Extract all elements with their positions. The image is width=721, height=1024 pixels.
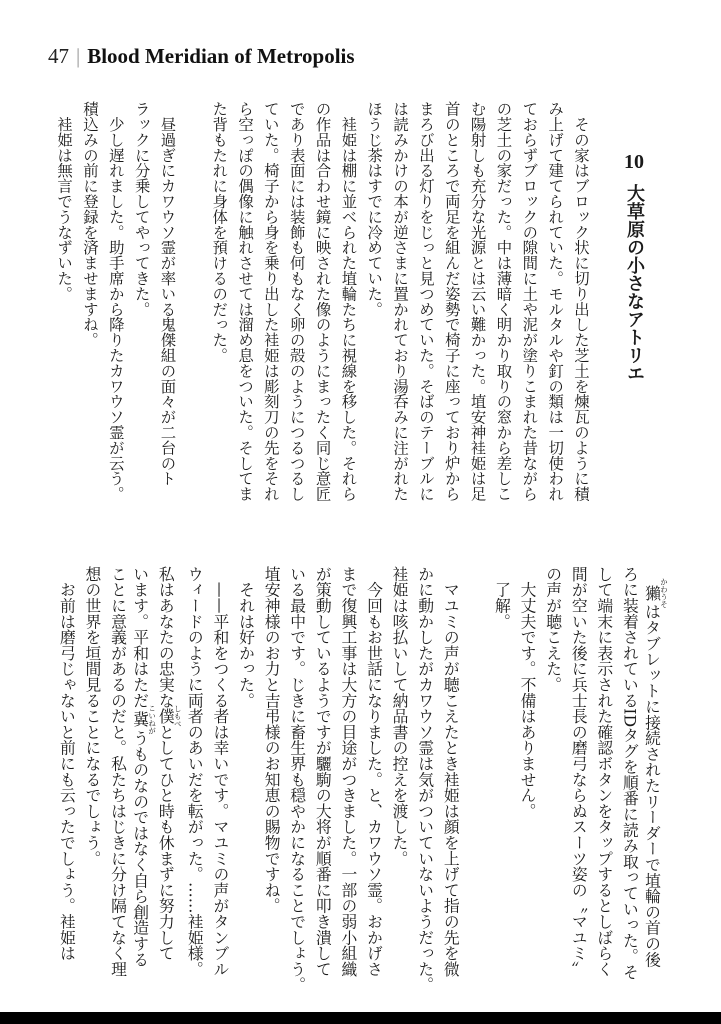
text-line-segment: み上げて建てられていた。モルタルや釘の類は一切使われ: [546, 101, 565, 502]
text-line-segment: マユミの声が聴こえたとき袿姫は顔を上げて指の先を微: [441, 566, 461, 977]
text-column: [182, 566, 208, 993]
text-line-segment: お前は磨弓じゃないと前にも云ったでしょう。袿姫は: [57, 566, 77, 961]
text-column: [360, 101, 386, 501]
text-line-segment: の声が聴こえた。: [543, 566, 563, 693]
chapter-heading: [620, 152, 648, 382]
text-column: [284, 566, 310, 993]
text-line-segment: 今回もお世話になりました。と、カワウソ霊。おかげさ: [364, 566, 384, 977]
ruby-base: 獺: [642, 577, 662, 608]
text-line-segment: であり表面には装飾も何もなく卵の殻のようにつるつるし: [287, 101, 306, 502]
text-line-segment: ラックに分乗してやってきた。: [132, 101, 151, 317]
text-column: [231, 101, 257, 501]
upper-text-block: [50, 101, 593, 501]
text-column: [642, 566, 668, 993]
text-line-segment: いる最中です。じきに畜生界も穏やかになることでしょう。: [287, 566, 307, 993]
text-column: [566, 566, 592, 993]
text-line-segment: ろに装着されているIDタグを順番に読み取っていった。そ: [620, 566, 640, 980]
text-line-segment: ウィードのように両者のあいだを転がった。……袿姫様。: [185, 566, 205, 977]
text-line-segment: 昼過ぎにカワウソ霊が率いる鬼傑組の面々が二台のト: [158, 101, 177, 486]
text-column: [79, 566, 105, 993]
text-line-segment: まろび出る灯りをじっと見つめていた。そばのテーブルに: [416, 101, 435, 502]
text-line-segment: います。平和はただ: [130, 566, 150, 709]
page-number: 47: [48, 44, 69, 68]
ruby-reading: こいねが: [147, 704, 157, 735]
text-line-segment: は読みかけの本が逆さまに置かれており湯呑みに注がれた: [391, 101, 410, 502]
chapter-title: 大草原の小さなアトリエ: [624, 184, 645, 382]
text-line-segment: 埴安神様のお力と吉弔様のお知恵の賜物ですね。: [262, 566, 282, 914]
text-column: [156, 566, 182, 993]
text-column: [438, 566, 464, 993]
text-column: [515, 101, 541, 501]
text-column: [335, 566, 361, 993]
text-line-segment: かに動かしたがカワウソ霊は気がついていないようだった。: [415, 566, 435, 993]
text-column: [361, 566, 387, 993]
text-line-segment: 袿姫は咳払いして納品書の控えを渡した。: [390, 566, 410, 867]
text-column: [567, 101, 593, 501]
text-column: [335, 101, 361, 501]
text-line-segment: としてひと時も休まずに努力して: [156, 724, 176, 962]
ruby-annotated-word: [130, 704, 157, 735]
text-column: [154, 101, 180, 501]
ruby-reading: しもべ: [173, 704, 183, 728]
text-column: [541, 101, 567, 501]
text-column: [309, 101, 335, 501]
header-separator: |: [76, 44, 81, 68]
text-line-segment: それは好かった。: [236, 566, 256, 709]
text-column: [128, 101, 154, 501]
text-line-segment: の芝土の家だった。中は薄暗く明かり取りの窓から差しこ: [494, 101, 513, 502]
text-line-segment: ら空っぽの偶像に触れさせては溜め息をついた。そしてま: [236, 101, 255, 502]
text-line-segment: 間が空いた後に兵士長の磨弓ならぬスーツ姿の〝マユミ〟: [569, 566, 589, 977]
text-line-segment: 首のところで両足を組んだ姿勢で椅子に座っており炉から: [442, 101, 461, 502]
text-line-segment: うものなのではなく自ら創造する: [130, 730, 150, 968]
text-line-segment: む陽射しも充分な光源とは云い難かった。埴安神袿姫は足: [468, 101, 487, 502]
text-line-segment: その家はブロック状に切り出した芝土を煉瓦のように積: [572, 101, 590, 502]
text-line-segment: して端末に表示された確認ボタンをタップするとしばらく: [594, 566, 614, 977]
text-column: [205, 101, 231, 501]
text-column: [540, 566, 566, 993]
text-column: [76, 101, 102, 501]
text-column: [386, 566, 412, 993]
blank-column: [180, 101, 206, 501]
ruby-reading: かわうそ: [659, 577, 669, 608]
text-column: [412, 101, 438, 501]
text-line-segment: ておらずブロックの隙間に土や泥が塗りこまれた昔ながら: [520, 101, 539, 502]
text-column: [591, 566, 617, 993]
text-line-segment: ほうじ茶はすでに冷めていた。: [365, 101, 384, 317]
book-title: Blood Meridian of Metropolis: [87, 44, 355, 68]
text-column: [489, 566, 515, 993]
text-line-segment: 少し遅れました。助手席から降りたカワウソ霊が云う。: [106, 101, 125, 502]
text-line-segment: 私はあなたの忠実な: [156, 566, 176, 709]
text-column: [310, 566, 336, 993]
text-column: [490, 101, 516, 501]
text-column: [54, 566, 80, 993]
text-column: [207, 566, 233, 993]
bottom-bar: [0, 1012, 721, 1024]
text-line-segment: まで復興工事は大方の目途がつきました。一部の弱小組織: [338, 566, 358, 977]
text-column: [257, 101, 283, 501]
text-line-segment: 袿姫は棚に並べられた埴輪たちに視線を移した。それら: [339, 101, 358, 502]
text-column: [233, 566, 259, 993]
ruby-base: 冀: [130, 704, 150, 735]
text-line-segment: 想の世界を垣間見ることになるでしょう。: [82, 566, 102, 867]
text-column: [438, 101, 464, 501]
ruby-base: 僕: [156, 704, 176, 728]
text-line-segment: の作品は合わせ鏡に映された像のようにまったく同じ意匠: [313, 101, 332, 502]
text-column: [412, 566, 438, 993]
text-column: [514, 566, 540, 993]
chapter-number: 10: [624, 152, 644, 172]
text-line-segment: はタブレットに接続されたリーダーで埴輪の首の後: [642, 603, 662, 968]
text-column: [259, 566, 285, 993]
text-line-segment: ことに意義があるのだと。私たちはじきに分け隔てなく理: [108, 566, 128, 977]
lower-text-block: [54, 566, 668, 993]
text-line-segment: 了解。: [492, 566, 512, 630]
text-column: [464, 101, 490, 501]
blank-column: [463, 566, 489, 993]
text-column: [50, 101, 76, 501]
text-column: [283, 101, 309, 501]
text-line-segment: が策動しているようですが驪駒の大将が順番に叩き潰して: [313, 566, 333, 977]
text-column: [102, 101, 128, 501]
text-line-segment: 積込みの前に登録を済ませますね。: [80, 101, 99, 348]
text-line-segment: 大丈夫です。不備はありません。: [518, 566, 538, 819]
text-line-segment: 袿姫は無言でうなずいた。: [55, 101, 74, 302]
ruby-annotated-word: [642, 577, 669, 608]
running-header: [48, 44, 355, 74]
text-line-segment: ——平和をつくる者は幸いです。マユミの声がタンブル: [210, 566, 230, 977]
text-column: [386, 101, 412, 501]
text-line-segment: た背もたれに身体を預けるのだった。: [210, 101, 229, 363]
text-line-segment: ていた。椅子から身を乗り出した袿姫は彫刻刀の先をそれ: [261, 101, 280, 502]
ruby-annotated-word: [156, 704, 183, 728]
